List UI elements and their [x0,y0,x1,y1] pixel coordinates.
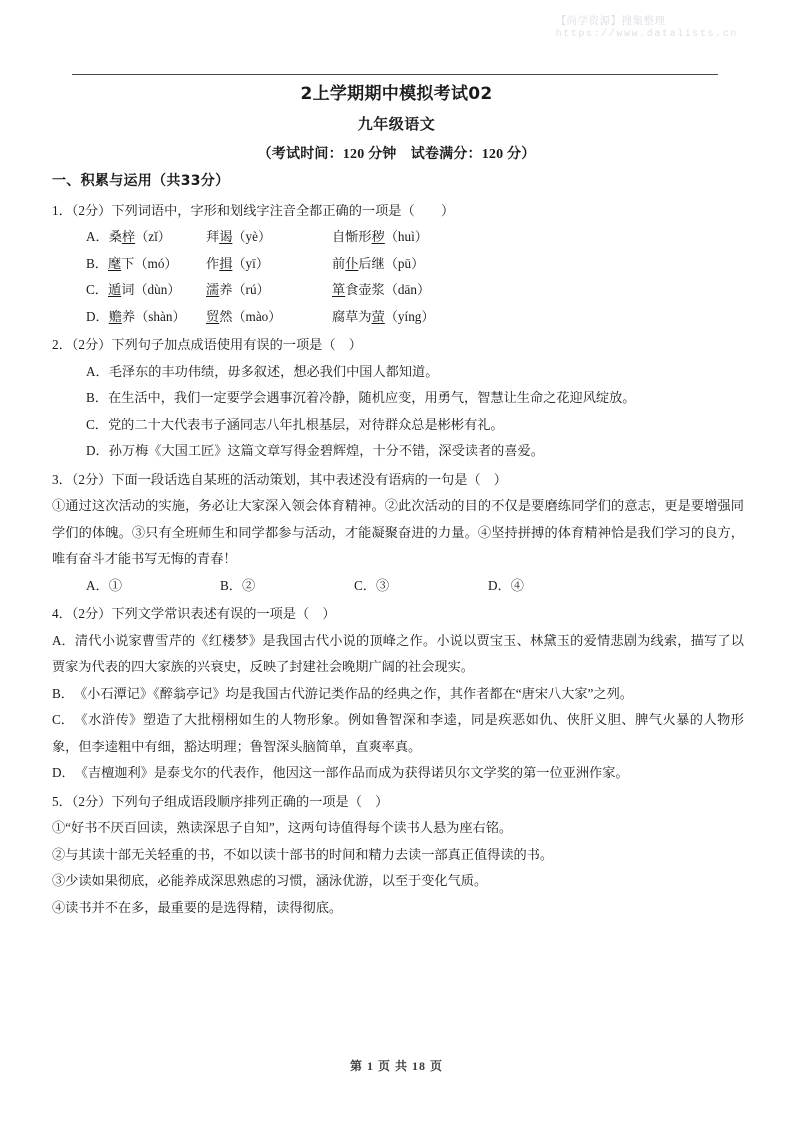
q1-b-c1-underlined: 麾 [108,255,122,271]
q1-a-c3-pre: 自惭形 [332,229,372,244]
question-5-stem: 5．（2分）下列句子组成语段顺序排列正确的一项是（ ） [52,793,389,809]
q1-opt-a-label: A． [86,229,109,244]
q2-opt-d-label: D． [86,443,109,458]
q1-a-c3-post: （huì） [384,229,428,244]
question-2-option-b [86,385,744,412]
q4-opt-b-label: B． [52,685,74,701]
q3-choice-c: C．③ [354,577,390,593]
section-heading-1: 一、积累与运用（共33分） [52,173,230,189]
q1-c-c1-underlined: 遁 [108,282,122,297]
q2-opt-a-text: 毛泽东的丰功伟绩，毋多叙述，想必我们中国人都知道。 [108,363,439,379]
q1-d-c3-post: （yíng） [384,308,435,324]
question-1-option-a [86,224,744,251]
question-4-stem: 4．（2分）下列文学常识表述有误的一项是（ ） [52,606,336,621]
q1-b-c2-underlined: 揖 [219,255,233,271]
q1-c-c3-post: 食壶浆（dān） [345,282,431,297]
q1-b-c2-post: （yī） [232,255,270,271]
q4-opt-a-text: 清代小说家曹雪芹的《红楼梦》是我国古代小说的顶峰之作。小说以贾宝玉、林黛玉的爱情悲剧为线索，描写了以贾家为代表的四大家族的兴衰史，反映了封建社会晚期广阔的社会现实。 [52,632,744,674]
q1-d-c2-post: 然（mào） [219,308,282,324]
q1-opt-c-col1 [86,277,206,304]
q1-d-c1-underlined: 赡 [108,308,122,324]
page-title: 2上学期期中模拟考试02 [300,84,493,104]
q1-opt-a-col2 [206,224,332,251]
question-5-line-2: ②与其读十部无关轻重的书，不如以读十部书的时间和精力去读一部真正值得读的书。 [52,846,554,862]
q1-opt-d-col2 [206,304,332,331]
q1-a-c1-post: （zǐ） [135,229,171,244]
q4-opt-c-label: C． [52,712,74,727]
question-2-option-c [86,412,744,439]
q2-opt-b-text: 在生活中，我们一定要学会遇事沉着冷静，随机应变，用勇气，智慧让生命之花迎风绽放。 [108,390,636,405]
q1-b-c2-pre: 作 [206,255,220,271]
q2-opt-c-label: C． [86,416,108,432]
q2-opt-a-label: A． [86,363,109,379]
q1-opt-b-label: B． [86,255,108,271]
q4-opt-b-text: 《小石潭记》《醉翁亭记》均是我国古代游记类作品的经典之作，其作者都在“唐宋八大家”之列。 [74,685,633,701]
question-1 [52,198,744,331]
q1-c-c1-post: 词（dùn） [121,282,181,297]
q3-choice-b: B．② [220,577,256,593]
question-5-line-4: ④读书并不在多，最重要的是选得精，读得彻底。 [52,899,343,915]
q4-opt-c-text: 《水浒传》塑造了大批栩栩如生的人物形象。例如鲁智深和李逵，同是疾恶如仇、侠肝义胆、脾气火暴的人物形象，但李逵粗中有细，豁达明理；鲁智深头脑简单，直爽率真。 [52,712,744,754]
question-4 [52,601,744,787]
question-5 [52,789,744,922]
q4-opt-d-text: 《吉檀迦利》是泰戈尔的代表作，他因这一部作品而成为获得诺贝尔文学奖的第一位亚洲作家。 [74,765,629,780]
question-3 [52,467,744,600]
q2-opt-d-text: 孙万梅《大国工匠》这篇文章写得金碧辉煌，十分不错，深受读者的喜爱。 [108,443,544,458]
page-subtitle: 九年级语文 [357,115,436,133]
question-3-choices [86,573,744,600]
q1-a-c2-underlined: 谒 [219,229,233,244]
q3-choice-a: A．① [86,577,122,593]
question-2-option-a [86,359,744,386]
exam-body [52,168,744,921]
question-1-option-c [86,277,744,304]
watermark-source-label: 【尚学资源】搜集整理 [555,15,666,27]
q1-opt-c-col3 [332,277,430,304]
page-footer: 第 1 页 共 18 页 [349,1059,443,1073]
question-5-line-3: ③少读如果彻底，必能养成深思熟虑的习惯，涵泳优游，以至于变化气质。 [52,873,488,888]
q1-a-c3-underlined: 秽 [371,229,385,244]
q4-opt-a-label: A． [52,632,75,648]
q1-opt-c-col2 [206,277,332,304]
q1-d-c1-post: 养（shàn） [121,308,186,324]
q1-opt-b-col2 [206,251,332,278]
q1-b-c3-pre: 前 [332,255,346,271]
q1-c-c2-post: 养（rú） [219,282,270,297]
question-1-stem: 1．（2分）下列词语中，字形和划线字注音全都正确的一项是（ ） [52,202,455,218]
q1-opt-a-col3 [332,224,428,251]
q1-c-c2-underlined: 濡 [206,282,220,297]
q1-a-c2-post: （yè） [232,229,272,244]
q1-opt-b-col3 [332,251,424,278]
question-3-paragraph: ①通过这次活动的实施，务必让大家深入领会体育精神。②此次活动的目的不仅是要磨练同学们的意志，更是要增强同学们的体魄。③只有全班师生和同学都参与活动，才能凝聚奋进的力量。④坚持拼搏的体育精神恰是我们学习的良方，唯有奋斗才能书写无悔的青春！ [52,498,744,566]
q1-a-c1-pre: 桑 [108,229,122,244]
q2-opt-b-label: B． [86,390,108,405]
question-4-option-b [52,681,744,708]
q1-a-c1-underlined: 梓 [121,229,136,244]
q1-b-c1-post: 下（mó） [121,255,178,271]
q1-opt-b-col1 [86,251,206,278]
q1-d-c2-underlined: 贸 [206,308,220,324]
q1-opt-d-label: D． [86,308,109,324]
watermark [556,14,738,42]
exam-meta-line: （考试时间：120 分钟 试卷满分：120 分） [257,147,536,162]
q2-opt-c-text: 党的二十大代表韦子涵同志八年扎根基层，对待群众总是彬彬有礼。 [108,416,504,432]
question-4-option-d [52,760,744,787]
question-1-option-b [86,251,744,278]
header-divider [72,74,718,75]
q3-choice-d: D．④ [488,577,524,593]
q1-b-c3-post: 后继（pū） [358,255,425,271]
question-3-stem: 3．（2分）下面一段话选自某班的活动策划，其中表述没有语病的一句是（ ） [52,471,507,487]
question-2-stem: 2．（2分）下列句子加点成语使用有误的一项是（ ） [52,337,362,352]
q1-d-c3-pre: 腐草为 [332,308,372,324]
q1-d-c3-underlined: 萤 [371,308,385,324]
question-1-option-d [86,304,744,331]
q1-opt-c-label: C． [86,282,108,297]
watermark-url: https://www.datalists.cn [555,29,738,41]
question-2 [52,332,744,465]
q1-opt-d-col3 [332,304,435,331]
q1-b-c3-underlined: 仆 [345,255,359,271]
q1-c-c3-underlined: 箪 [332,282,346,297]
question-2-option-d [86,438,744,465]
question-5-line-1: ①“好书不厌百回读，熟读深思子自知”，这两句诗值得每个读书人悬为座右铭。 [52,820,513,835]
question-4-option-c [52,707,744,760]
q1-a-c2-pre: 拜 [206,229,220,244]
q1-opt-a-col1 [86,224,206,251]
q1-opt-d-col1 [86,304,206,331]
question-4-option-a [52,628,744,681]
q4-opt-d-label: D． [52,765,75,780]
